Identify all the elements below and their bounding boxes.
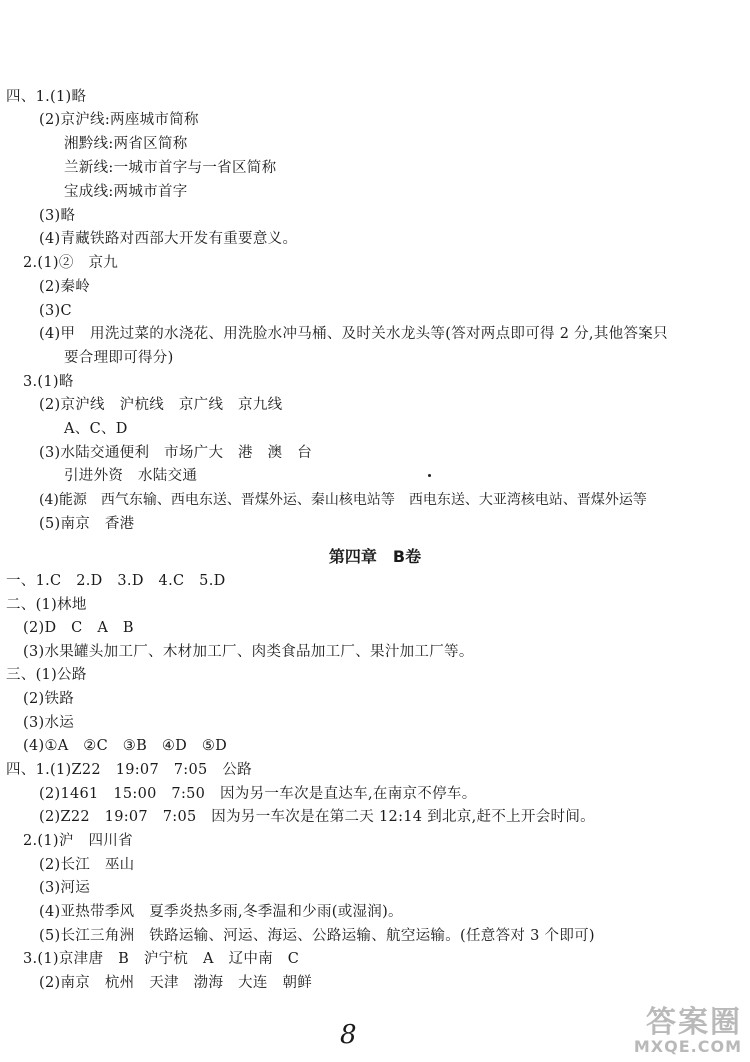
answer-line: 二、(1)林地 <box>6 597 87 613</box>
answer-line: (2)南京 杭州 天津 渤海 大连 朝鲜 <box>39 975 313 991</box>
answer-line: 四、1.(1)略 <box>6 89 87 105</box>
answer-line: (3)水陆交通便利 市场广大 港 澳 台 <box>39 445 313 461</box>
answer-line: (4)甲 用洗过菜的水浇花、用洗脸水冲马桶、及时关水龙头等(答对两点即可得 2 分,其他答案只 <box>39 326 668 342</box>
answer-line: 四、1.(1)Z22 19:07 7:05 公路 <box>6 762 252 778</box>
answer-line: (5)长江三角洲 铁路运输、河运、海运、公路运输、航空运输。(任意答对 3 个即可) <box>39 928 595 944</box>
answer-line: (4)①A ②C ③B ④D ⑤D <box>23 738 228 754</box>
answer-line: A、C、D <box>64 421 128 437</box>
answer-line: (2)Z22 19:07 7:05 因为另一车次是在第二天 12:14 到北京,赶不上开会时间。 <box>39 809 595 825</box>
answer-line: (2)秦岭 <box>39 279 91 295</box>
answer-line: (3)水果罐头加工厂、木材加工厂、肉类食品加工厂、果汁加工厂等。 <box>23 644 474 660</box>
answer-line: (3)C <box>39 303 72 319</box>
answer-line: 引进外资 水陆交通 <box>64 468 198 484</box>
answer-line: (4)青藏铁路对西部大开发有重要意义。 <box>39 231 298 247</box>
answer-line: (2)长江 巫山 <box>39 857 135 873</box>
answer-line: (2)D C A B <box>23 620 134 636</box>
answer-line: (3)水运 <box>23 715 75 731</box>
answer-line: 兰新线:一城市首字与一省区简称 <box>64 160 277 176</box>
watermark-logo <box>634 997 742 1056</box>
answer-line: 三、(1)公路 <box>6 667 87 683</box>
stray-dot <box>428 474 431 477</box>
answer-line: 一、1.C 2.D 3.D 4.C 5.D <box>6 573 226 589</box>
answer-line: 湘黔线:两省区简称 <box>64 136 188 152</box>
answer-line: 3.(1)京津唐 B 沪宁杭 A 辽中南 C <box>23 951 300 967</box>
answer-line: (2)京沪线:两座城市简称 <box>39 112 199 128</box>
answer-line: (4)亚热带季风 夏季炎热多雨,冬季温和少雨(或湿润)。 <box>39 904 403 920</box>
answer-line: (3)略 <box>39 208 76 224</box>
watermark-sub: MXQE.COM <box>633 1037 742 1056</box>
answer-line: 宝成线:两城市首字 <box>64 184 188 200</box>
answer-line: 要合理即可得分) <box>64 350 174 366</box>
watermark-main: 答案圈 <box>646 1005 742 1040</box>
page-number: 8 <box>340 1020 357 1050</box>
answer-line: 2.(1)② 京九 <box>23 255 119 271</box>
answer-line: (2)铁路 <box>23 691 75 707</box>
answer-line: (2)1461 15:00 7:50 因为另一车次是直达车,在南京不停车。 <box>39 786 477 802</box>
answer-line: (5)南京 香港 <box>39 516 135 532</box>
answer-line: (2)京沪线 沪杭线 京广线 京九线 <box>39 397 283 413</box>
answer-line: (4)能源 西气东输、西电东送、晋煤外运、秦山核电站等 西电东送、大亚湾核电站、晋煤外运等 <box>39 492 647 508</box>
answer-line: 2.(1)沪 四川省 <box>23 833 133 849</box>
answer-line: (3)河运 <box>39 880 91 896</box>
answer-line: 3.(1)略 <box>23 374 74 390</box>
chapter-heading: 第四章 B卷 <box>328 547 422 566</box>
